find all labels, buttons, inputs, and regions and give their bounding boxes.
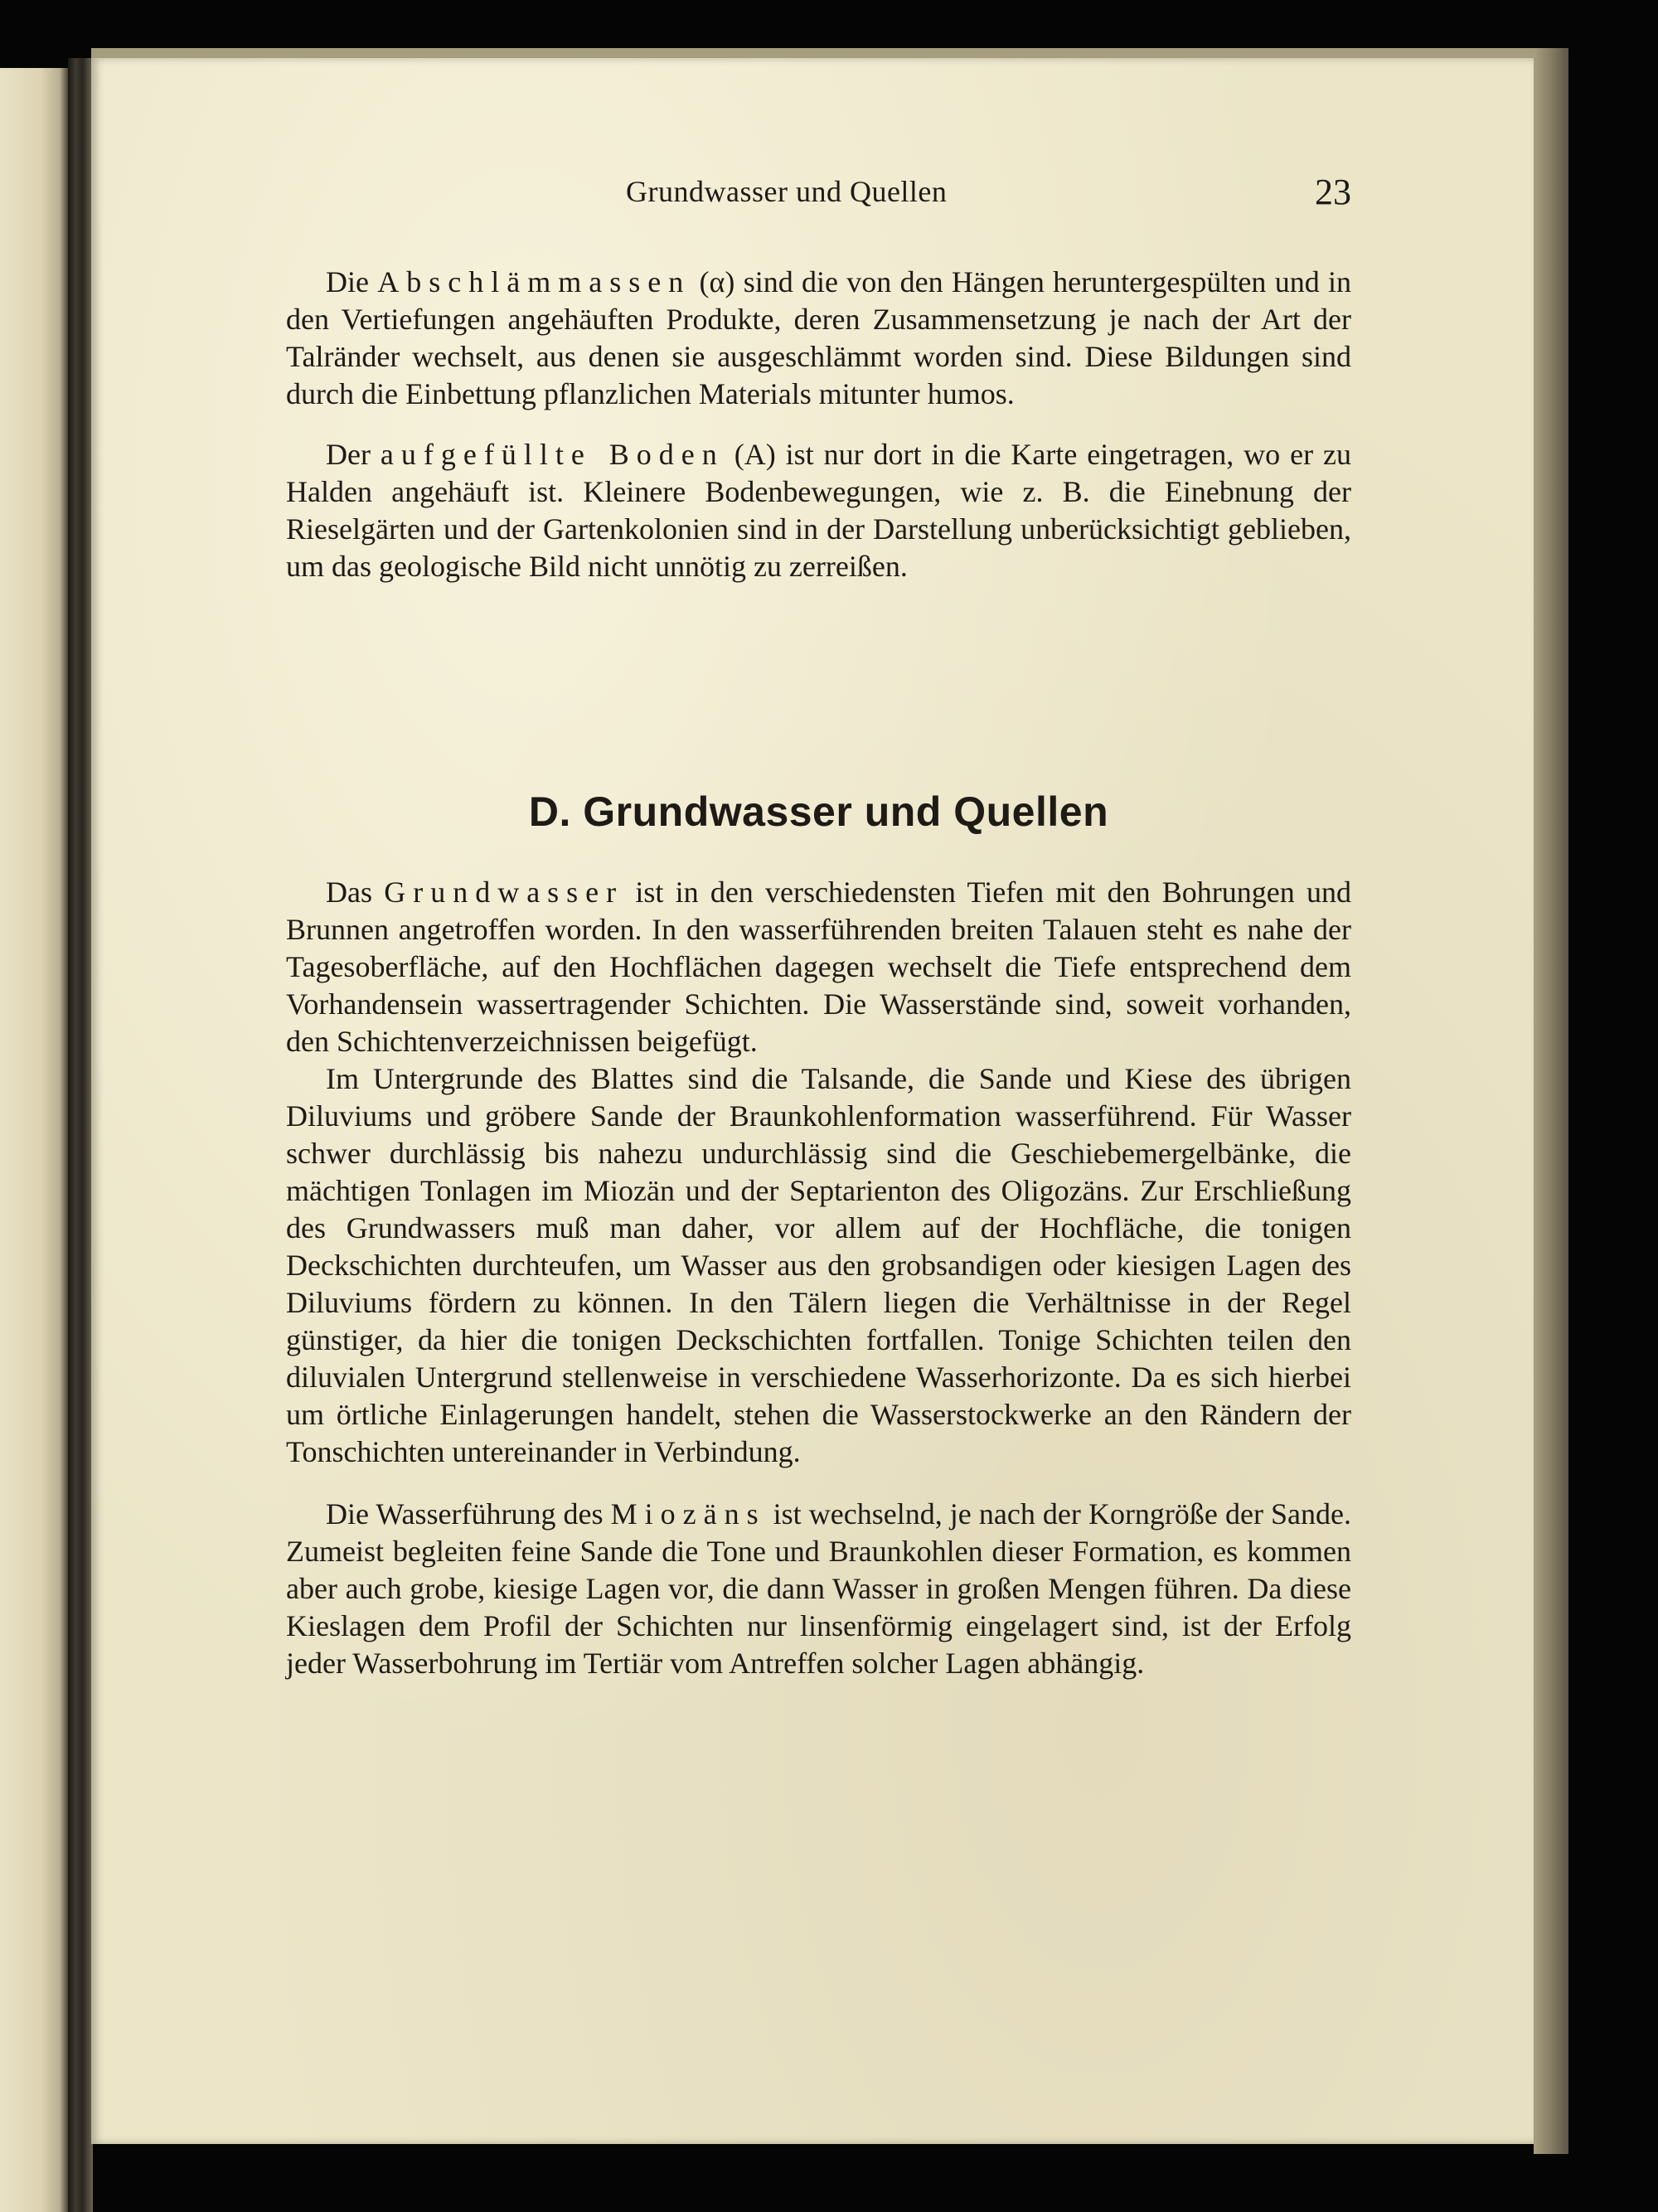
page-fore-edge [1534, 48, 1568, 2154]
paragraph-lead: Die Wasserführung des [326, 1497, 611, 1530]
book-gutter [68, 58, 93, 2212]
paragraph-aufgefuellter-boden [286, 436, 1351, 585]
spaced-term: Miozäns [610, 1497, 766, 1530]
paragraph-abschlaemmassen [286, 264, 1351, 413]
spaced-term: Grundwasser [384, 876, 624, 909]
paragraph-lead: Die [326, 265, 378, 298]
paragraph-body: ist in den verschiedensten Tiefen mit den Bohrungen und Brunnen angetroffen worden. In den wasserführenden breiten Talauen steht es nahe der Tagesoberfläche, auf den Hochflächen dagegen wechselt die Tiefe entsprechend dem Vorhandensein wassertragender Schichten. Die Wasserstände sind, soweit vorhanden, den Schichtenverzeichnissen beigefügt. [286, 876, 1351, 1058]
paragraph-grundwasser [286, 874, 1351, 1060]
paragraph-body: (α) sind die von den Hängen heruntergespülten und in den Vertiefungen angehäuften Produkte, deren Zusammensetzung je nach der Art der Talränder wechselt, aus denen sie ausgeschlämmt worden sind. Diese Bildungen sind durch die Einbettung pflanzlichen Materials mitunter humos. [286, 265, 1351, 410]
paragraph-body: (A) ist nur dort in die Karte eingetragen, wo er zu Halden angehäuft ist. Kleinere Bodenbewegungen, wie z. B. die Einebnung der Rieselgärten und der Gartenkolonien sind in der Darstellung unberücksichtigt geblieben, um das geologische Bild nicht unnötig zu zerreißen. [286, 438, 1351, 583]
facing-page-edge [0, 68, 68, 2212]
page-content [286, 174, 1351, 1682]
page-number: 23 [1315, 172, 1351, 212]
section-heading: D. Grundwasser und Quellen [528, 788, 1109, 835]
running-title: Grundwasser und Quellen [626, 175, 948, 208]
running-head [286, 174, 1351, 224]
paragraph-lead: Der [326, 438, 381, 471]
paragraph-lead: Das [326, 876, 385, 909]
paragraph-miozaen [286, 1496, 1351, 1682]
paragraph-untergrund: Im Untergrunde des Blattes sind die Talsande, die Sande und Kiese des übrigen Diluviums und gröbere Sande der Braunkohlenformation wasserführend. Für Wasser schwer durchlässig bis nahezu undurchlässig sind die Geschiebemergelbänke, die mächtigen Tonlagen im Miozän und der Septarienton des Oligozäns. Zur Erschließung des Grundwassers muß man daher, vor allem auf der Hochfläche, die tonigen Deckschichten durchteufen, um Wasser aus den grobsandigen oder kiesigen Lagen des Diluviums fördern zu können. In den Tälern liegen die Verhältnisse in der Regel günstiger, da hier die tonigen Deckschichten fortfallen. Tonige Schichten teilen den diluvialen Untergrund stellenweise in verschiedene Wasserhorizonte. Da es sich hierbei um örtliche Einlagerungen handelt, stehen die Wasserstockwerke an den Rändern der Tonschichten untereinander in Verbindung. [286, 1062, 1351, 1468]
spaced-term: aufgefüllte Boden [380, 438, 725, 471]
spaced-term: Abschlämmassen [377, 265, 691, 298]
paragraph-body: ist wechselnd, je nach der Korngröße der Sande. Zumeist begleiten feine Sande die Tone und Braunkohlen dieser Formation, es kommen aber auch grobe, kiesige Lagen vor, die dann Wasser in großen Mengen führen. Da diese Kieslagen dem Profil der Schichten nur linsenförmig eingelagert sind, ist der Erfolg jeder Wasserbohrung im Tertiär vom Antreffen solcher Lagen abhängig. [286, 1497, 1352, 1680]
